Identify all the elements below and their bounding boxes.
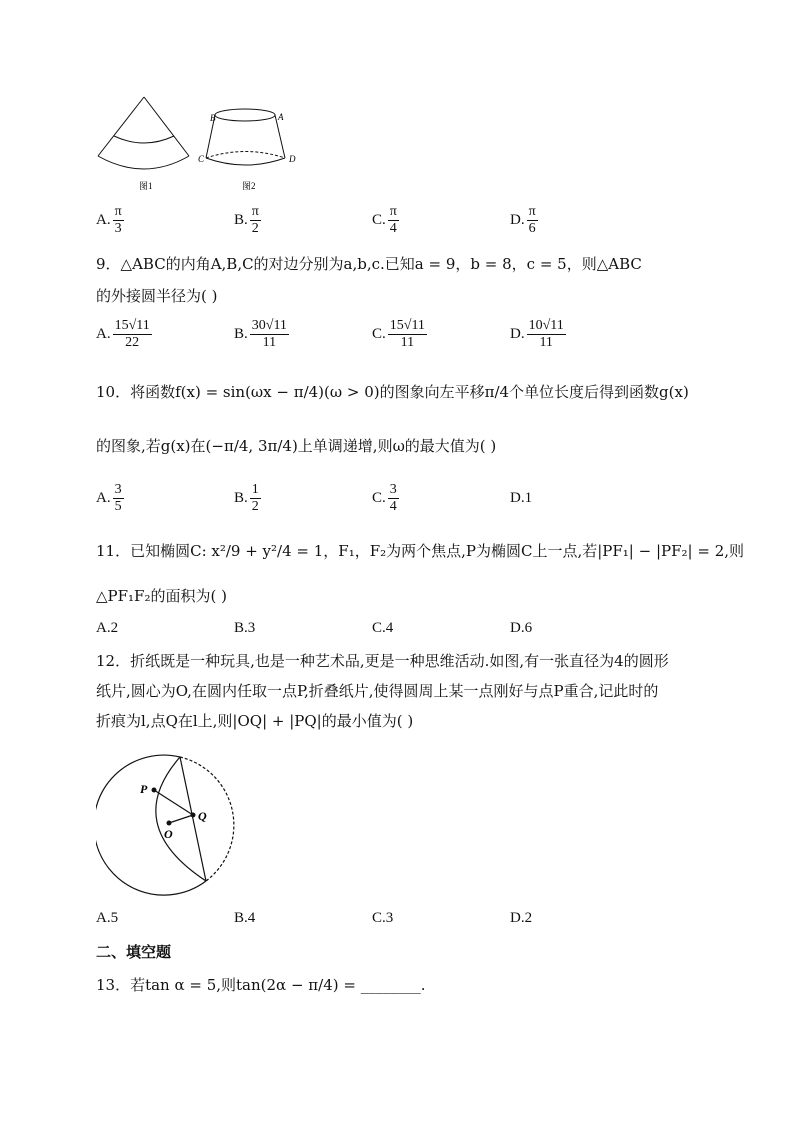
q11-stem-line1: 11．已知椭圆C: x²/9 + y²/4 = 1，F₁，F₂为两个焦点,P为椭圆C上一点,若|PF₁| − |PF₂| = 2,则 — [96, 542, 745, 560]
q8-option-b[interactable] — [234, 204, 261, 237]
numerator: 1 — [251, 482, 259, 497]
option-letter: C. — [372, 211, 386, 228]
fraction — [113, 482, 124, 515]
q8-option-a[interactable] — [96, 204, 124, 237]
q9-option-c[interactable] — [372, 318, 427, 351]
q11-option-a[interactable]: A.2 — [96, 620, 119, 636]
denominator: 3 — [114, 221, 122, 236]
numerator: 15√11 — [114, 318, 150, 333]
denominator: 4 — [389, 221, 397, 236]
fraction — [113, 204, 124, 237]
q8-option-d[interactable] — [510, 204, 538, 237]
denominator: 11 — [262, 335, 277, 350]
numerator: 3 — [114, 482, 122, 497]
option-letter: B. — [234, 211, 248, 228]
numerator: 30√11 — [251, 318, 287, 333]
numerator: 15√11 — [389, 318, 425, 333]
denominator: 6 — [528, 221, 536, 236]
numerator: 10√11 — [528, 318, 564, 333]
denominator: 2 — [251, 499, 259, 514]
fraction — [388, 204, 399, 237]
numerator: π — [389, 204, 397, 219]
q10-option-b[interactable] — [234, 482, 261, 515]
q12-option-d[interactable]: D.2 — [510, 910, 533, 926]
q12-stem-line3: 折痕为l,点Q在l上,则|OQ| + |PQ|的最小值为( ) — [96, 712, 414, 730]
q10-option-a[interactable] — [96, 482, 124, 515]
option-letter: B. — [234, 325, 248, 342]
q8-option-c[interactable] — [372, 204, 399, 237]
figure-1-caption: 图1 — [139, 181, 153, 191]
denominator: 11 — [539, 335, 553, 350]
segment-oq — [169, 815, 193, 823]
label-q: Q — [198, 809, 207, 823]
option-letter: B. — [234, 489, 248, 506]
numerator: π — [528, 204, 536, 219]
option-letter: C. — [372, 489, 386, 506]
frustum-figure — [206, 109, 285, 165]
figure-1-2 — [90, 90, 320, 195]
point-o — [167, 821, 172, 826]
figure-2-caption: 图2 — [242, 181, 256, 191]
point-p — [152, 788, 157, 793]
q10-stem-line1: 10．将函数f(x) = sin(ωx − π/4)(ω > 0)的图象向左平移π/4个单位长度后得到函数g(x) — [96, 383, 689, 401]
fraction — [527, 204, 538, 237]
denominator: 11 — [400, 335, 415, 350]
q13-stem: 13．若tan α = 5,则tan(2α − π/4) = ________. — [96, 976, 426, 994]
option-letter: C. — [372, 325, 386, 342]
option-letter: D. — [510, 325, 525, 342]
circle-solid-arc — [96, 755, 206, 895]
q12-option-c[interactable]: C.3 — [372, 910, 394, 926]
denominator: 22 — [125, 335, 140, 350]
fraction — [113, 318, 152, 351]
q11-stem-line2: △PF₁F₂的面积为( ) — [96, 587, 227, 605]
q12-stem-line2: 纸片,圆心为O,在圆内任取一点P,折叠纸片,使得圆周上某一点刚好与点P重合,记此时的 — [96, 682, 659, 700]
point-label-b: B — [210, 113, 216, 123]
option-letter: D. — [510, 211, 525, 228]
label-p: P — [140, 782, 148, 796]
q11-option-b[interactable]: B.3 — [234, 620, 256, 636]
label-o: O — [164, 827, 173, 841]
point-label-c: C — [198, 154, 205, 164]
q10-option-d[interactable] — [510, 490, 532, 507]
point-q — [191, 813, 196, 818]
q12-option-b[interactable]: B.4 — [234, 910, 256, 926]
fraction — [250, 482, 261, 515]
q12-stem-line1: 12．折纸既是一种玩具,也是一种艺术品,更是一种思维活动.如图,有一张直径为4的圆形 — [96, 652, 669, 670]
fraction — [527, 318, 566, 351]
option-letter: D. — [510, 490, 525, 506]
q9-option-d[interactable] — [510, 318, 566, 351]
q11-option-d[interactable]: D.6 — [510, 620, 533, 636]
numerator: π — [251, 204, 259, 219]
q11-option-c[interactable]: C.4 — [372, 620, 394, 636]
fraction — [250, 204, 261, 237]
q10-stem-line2: 的图象,若g(x)在(−π/4, 3π/4)上单调递增,则ω的最大值为( ) — [96, 437, 497, 455]
fan-sector-figure — [98, 97, 189, 169]
q9-option-a[interactable] — [96, 318, 152, 351]
q9-option-b[interactable] — [234, 318, 289, 351]
circle-dashed-arc — [180, 757, 234, 881]
q9-stem-line2: 的外接圆半径为( ) — [96, 287, 218, 305]
q10-option-c[interactable] — [372, 482, 399, 515]
option-value: 1 — [524, 490, 533, 506]
fraction — [388, 318, 427, 351]
option-letter: A. — [96, 325, 111, 342]
point-label-a: A — [278, 112, 284, 122]
denominator: 5 — [114, 499, 122, 514]
option-letter: A. — [96, 211, 111, 228]
q12-option-a[interactable]: A.5 — [96, 910, 119, 926]
q9-stem-line1: 9．△ABC的内角A,B,C的对边分别为a,b,c.已知a = 9，b = 8，c = 5，则△ABC — [96, 255, 642, 273]
option-letter: A. — [96, 489, 111, 506]
point-label-d: D — [289, 154, 296, 164]
section-title-fill-in: 二、填空题 — [96, 943, 172, 961]
denominator: 2 — [251, 221, 259, 236]
paper-fold-figure — [96, 750, 246, 898]
fraction — [250, 318, 289, 351]
fraction — [388, 482, 399, 515]
numerator: 3 — [389, 482, 397, 497]
numerator: π — [114, 204, 122, 219]
denominator: 4 — [389, 499, 397, 514]
